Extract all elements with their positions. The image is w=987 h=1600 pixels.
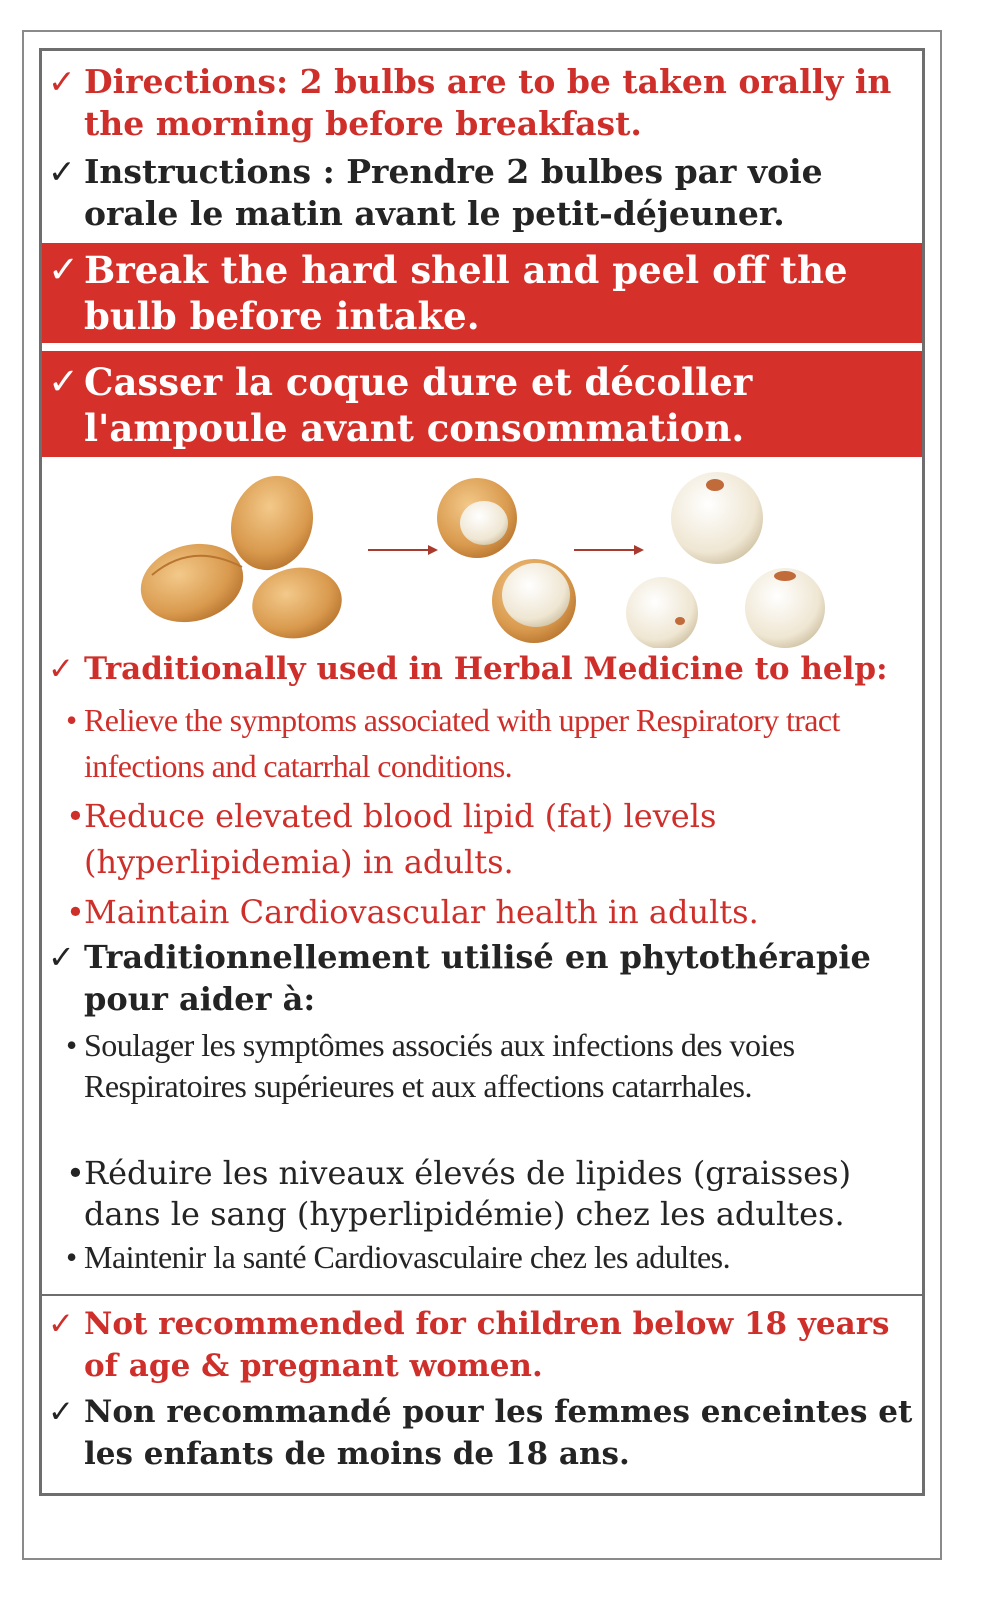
uses-en-heading-text: Traditionally used in Herbal Medicine to help: (84, 651, 888, 687)
arrow-1 (368, 545, 438, 555)
shell-group (132, 464, 347, 645)
bullet-icon: • (66, 893, 85, 931)
label-panel (39, 48, 925, 1496)
bullet-icon: • (66, 1027, 77, 1063)
directions-en (42, 61, 922, 145)
uses-fr-heading-text: Traditionnellement utilisé en phytothérapie pour aider à: (84, 938, 871, 1018)
shell-1 (132, 533, 252, 633)
check-icon: ✓ (48, 248, 80, 291)
directions-fr (42, 151, 922, 235)
check-icon: ✓ (48, 62, 76, 101)
uses-en-item-3: Maintain Cardiovascular health in adults. (84, 893, 759, 931)
peeling-illustration (132, 463, 832, 648)
check-icon: ✓ (48, 152, 76, 191)
uses-en-heading (42, 649, 922, 689)
uses-en-item (42, 889, 922, 935)
peeled-group (626, 472, 825, 648)
section-divider (42, 1294, 922, 1296)
check-icon: ✓ (48, 360, 80, 403)
peel-band-en (42, 243, 922, 343)
uses-fr-heading (42, 936, 922, 1020)
warning-fr (42, 1391, 922, 1475)
check-icon: ✓ (48, 938, 75, 976)
uses-fr-item (42, 1153, 922, 1235)
warning-en-text: Not recommended for children below 18 years of age & pregnant women. (84, 1306, 890, 1384)
check-icon: ✓ (48, 651, 74, 687)
uses-en-item (42, 793, 922, 885)
check-icon: ✓ (48, 1306, 74, 1342)
uses-fr-item-2: Réduire les niveaux élevés de lipides (graisses) dans le sang (hyperlipidémie) chez les adultes. (84, 1154, 852, 1233)
peel-fr-text: Casser la coque dure et décoller l'ampoule avant consommation. (84, 360, 753, 450)
uses-en-item-2: Reduce elevated blood lipid (fat) levels (hyperlipidemia) in adults. (84, 797, 717, 881)
bullet-icon: • (66, 797, 85, 835)
uses-en-item-1: Relieve the symptoms associated with upper Respiratory tract infections and catarrhal conditions. (84, 702, 840, 784)
bullet-icon: • (66, 702, 77, 738)
bullet-icon: • (66, 1154, 85, 1192)
check-icon: ✓ (48, 1394, 74, 1430)
peel-band-fr (42, 351, 922, 457)
uses-fr-item (42, 1025, 922, 1107)
peeled-bulb-2 (626, 577, 698, 648)
directions-fr-text: Instructions : Prendre 2 bulbes par voie orale le matin avant le petit-déjeuner. (84, 152, 823, 233)
arrow-2 (574, 545, 644, 555)
half-peeled-group (437, 478, 576, 643)
uses-en-item (42, 697, 922, 789)
uses-fr-item-1: Soulager les symptômes associés aux infections des voies Respiratoires supérieures et aux affections catarrhales. (84, 1027, 795, 1104)
shell-3 (247, 561, 348, 646)
bullet-icon: • (66, 1239, 77, 1275)
uses-fr-item-3: Maintenir la santé Cardiovasculaire chez les adultes. (84, 1239, 731, 1275)
warning-fr-text: Non recommandé pour les femmes enceintes et les enfants de moins de 18 ans. (84, 1394, 913, 1472)
warning-en (42, 1303, 922, 1387)
peel-en-text: Break the hard shell and peel off the bulb before intake. (84, 248, 848, 338)
directions-en-text: Directions: 2 bulbs are to be taken orally in the morning before breakfast. (84, 62, 892, 143)
uses-fr-item (42, 1237, 922, 1278)
